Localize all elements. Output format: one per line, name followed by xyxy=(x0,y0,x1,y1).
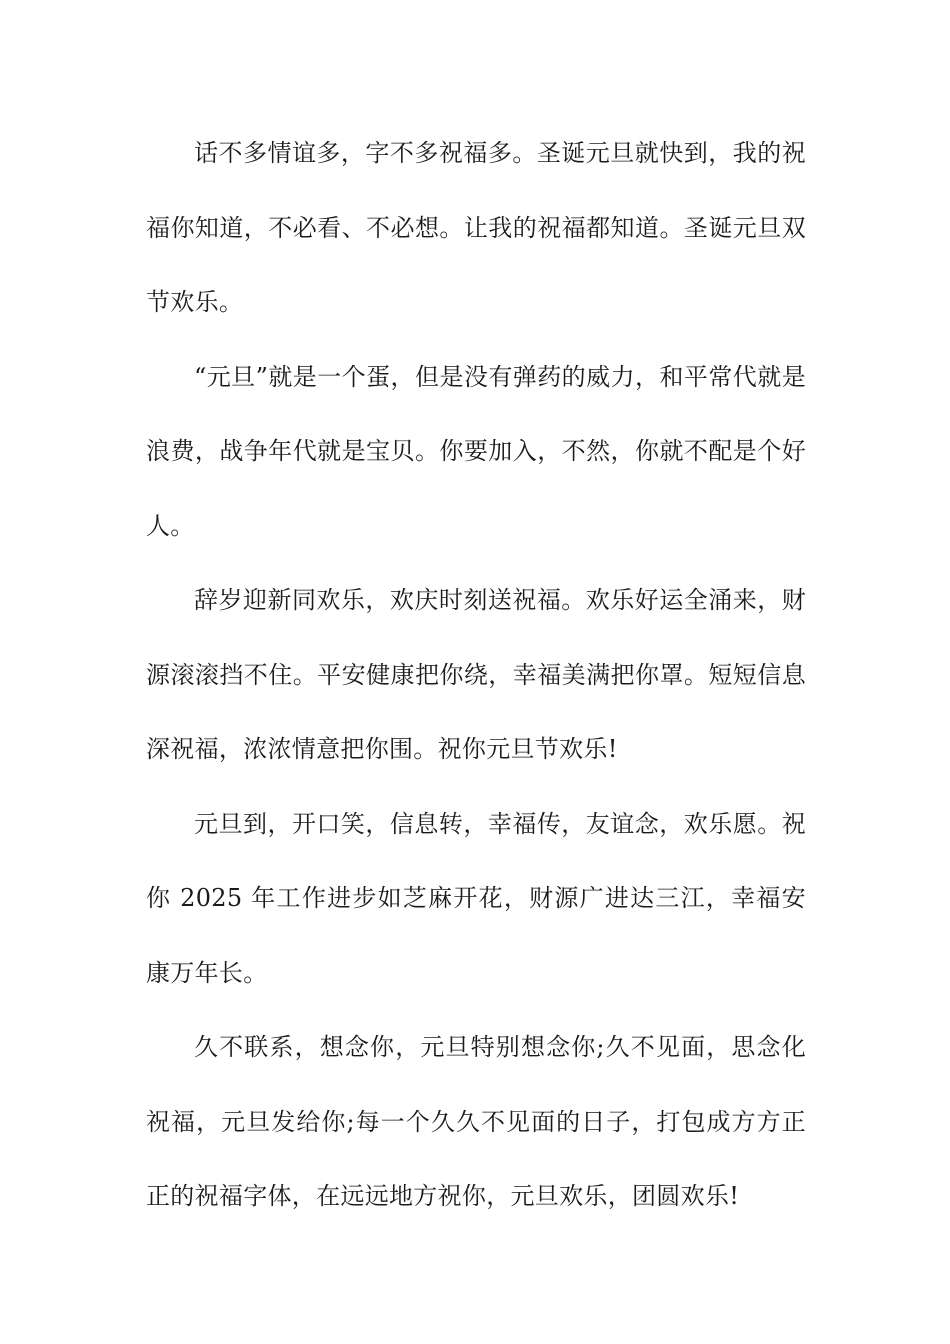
paragraph-1: 话不多情谊多，字不多祝福多。圣诞元旦就快到，我的祝福你知道，不必看、不必想。让我的祝福都知道。圣诞元旦双节欢乐。 xyxy=(146,139,806,316)
paragraph-5: 久不联系，想念你，元旦特别想念你;久不见面，思念化祝福，元旦发给你;每一个久久不见面的日子，打包成方方正正的祝福字体，在远远地方祝你，元旦欢乐，团圆欢乐! xyxy=(146,1033,806,1210)
paragraph-4: 元旦到，开口笑，信息转，幸福传，友谊念，欢乐愿。祝你 2025 年工作进步如芝麻开花，财源广进达三江，幸福安康万年长。 xyxy=(146,809,806,987)
paragraph-2: “元旦”就是一个蛋，但是没有弹药的威力，和平常代就是浪费，战争年代就是宝贝。你要加入，不然，你就不配是个好人。 xyxy=(146,362,806,540)
document-body xyxy=(146,116,806,1234)
paragraph-3: 辞岁迎新同欢乐，欢庆时刻送祝福。欢乐好运全涌来，财源滚滚挡不住。平安健康把你绕，幸福美满把你罩。短短信息深祝福，浓浓情意把你围。祝你元旦节欢乐! xyxy=(146,586,806,763)
